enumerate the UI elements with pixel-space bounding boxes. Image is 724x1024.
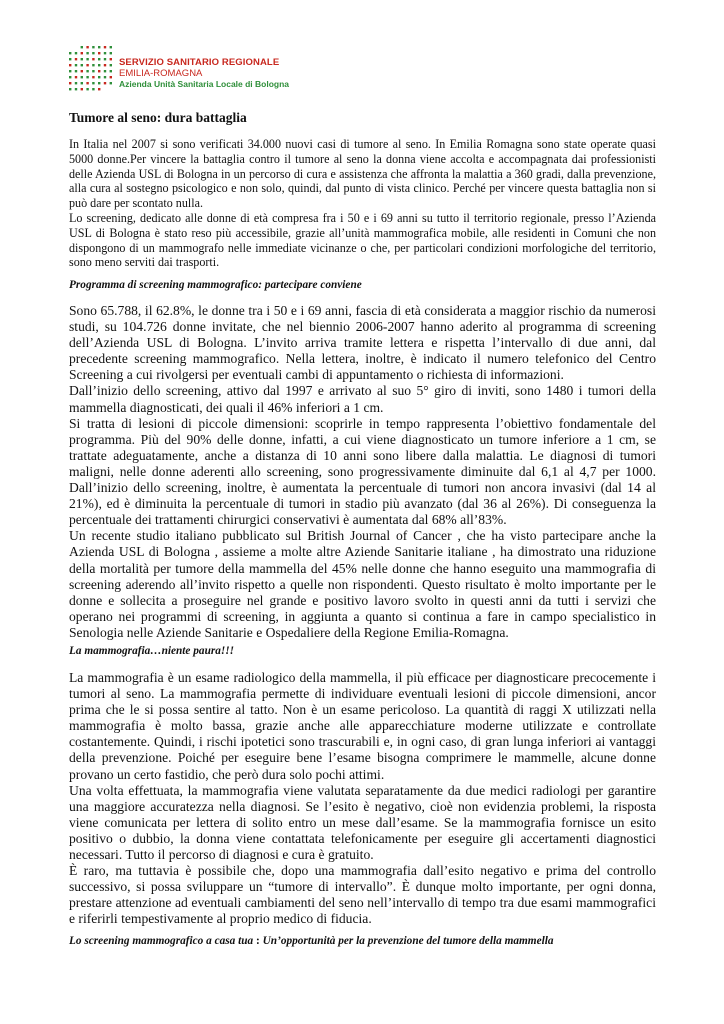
logo-dot bbox=[92, 76, 94, 78]
section-heading-mammografia: La mammografia…niente paura!!! bbox=[69, 645, 235, 657]
body-paragraph: Un recente studio italiano pubblicato sul British Journal of Cancer , che ha visto partecipare anche la Azienda USL di Bologna , assieme a molte altre Aziende Sanitarie italiane , ha dimostrato una riduzione della mortalità per tumore della mammella del 45% nelle donne che hanno eseguito una mammografia di screening aderendo all’invito rispetto a quelle non rispondenti. Questo risultato è molto importante per le donne e sollecita a proseguire nel grande e positivo lavoro svolto in questi anni da tutti i servizi che operano nei programmi di screening, in aggiunta a quanto si continua a fare in campo specialistico in Senologia nelle Aziende Sanitarie e Ospedaliere della Regione Emilia-Romagna. bbox=[69, 528, 656, 640]
logo-dot bbox=[69, 70, 71, 72]
logo-dot bbox=[86, 82, 88, 84]
heading-separator: : bbox=[253, 935, 263, 947]
logo-dot bbox=[92, 52, 94, 54]
logo-dot bbox=[69, 52, 71, 54]
logo-dot bbox=[92, 82, 94, 84]
section-screening-text bbox=[69, 303, 656, 641]
logo-dot bbox=[75, 82, 77, 84]
logo-dot bbox=[81, 52, 83, 54]
logo-dot bbox=[104, 64, 106, 66]
section-heading-screening: Programma di screening mammografico: partecipare conviene bbox=[69, 279, 362, 291]
logo-dot bbox=[69, 76, 71, 78]
intro-paragraph: Lo screening, dedicato alle donne di età compresa fra i 50 e i 69 anni su tutto il territorio regionale, presso l’Azienda USL di Bologna è stato reso più accessibile, grazie all’unità mammografica mobile, alle residenti in Comuni che non dispongono di un mammografo nelle immediate vicinanze o che, per particolari condizioni morfologiche del territorio, sono meno serviti dai trasporti. bbox=[69, 210, 656, 270]
body-paragraph: Si tratta di lesioni di piccole dimensioni: scoprirle in tempo rappresenta l’obiettivo fondamentale del programma. Più del 90% delle donne, infatti, a cui viene diagnosticato un tumore inferiore a 1 cm, se trattate adeguatamente, anche a distanza di 10 anni sono libere dalla malattia. Le diagnosi di tumori maligni, nelle donne aderenti allo screening, sono progressivamente diminuite dal 6,1 al 4,7 per 1000. Dall’inizio dello screening, inoltre, è aumentata la percentuale di tumori non ancora invasivi (dal 14 al 21%), ed è diminuita la percentuale di tumori in stadio più avanzato (dal 36 al 26%). Di conseguenza la percentuale dei trattamenti chirurgici conservativi è aumentata dal 68% all’83%. bbox=[69, 415, 656, 528]
logo-dot bbox=[81, 46, 83, 48]
logo-dot bbox=[110, 52, 112, 54]
body-paragraph: È raro, ma tuttavia è possibile che, dopo una mammografia dall’esito negativo e prima del controllo successivo, si possa sviluppare un “tumore di intervallo”. È dunque molto importante, per ogni donna, prestare attenzione ad eventuali cambiamenti del seno nell’intervallo di tempo tra due esami mammografici e riferirli tempestivamente al proprio medico di fiducia. bbox=[69, 863, 656, 927]
logo-dot bbox=[98, 58, 100, 60]
intro-paragraph: In Italia nel 2007 si sono verificati 34.000 nuovi casi di tumore al seno. In Emilia Romagna sono state operate quasi 5000 donne.Per vincere la battaglia contro il tumore al seno la donna viene accolta e accompagnata dai professionisti delle Azienda USL di Bologna in un percorso di cura e assistenza che affronta la malattia a 360 gradi, dalla prevenzione, alla cura al sostegno psicologico e non solo, quindi, dal punto di vista clinico. Perché per vincere questa battaglia non si può dare per scontato nulla. bbox=[69, 137, 656, 211]
header-text bbox=[119, 57, 289, 90]
section-mammografia-text bbox=[69, 670, 656, 928]
logo-dot bbox=[104, 46, 106, 48]
logo-dot bbox=[81, 76, 83, 78]
logo-dot bbox=[104, 76, 106, 78]
logo-dot bbox=[75, 88, 77, 90]
logo-dot bbox=[104, 82, 106, 84]
logo-dot bbox=[104, 58, 106, 60]
logo-dot bbox=[86, 70, 88, 72]
header-line-1: SERVIZIO SANITARIO REGIONALE bbox=[119, 57, 280, 68]
logo-dot bbox=[92, 64, 94, 66]
logo-dot bbox=[86, 88, 88, 90]
dot-grid-logo-icon bbox=[67, 44, 115, 94]
header-line-3: Azienda Unità Sanitaria Locale di Bologna bbox=[119, 79, 290, 89]
logo-dot bbox=[81, 70, 83, 72]
logo-dot bbox=[69, 88, 71, 90]
intro-text bbox=[69, 137, 656, 270]
page-title: Tumore al seno: dura battaglia bbox=[69, 110, 247, 125]
logo-dot bbox=[98, 64, 100, 66]
body-paragraph: Dall’inizio dello screening, attivo dal 1997 e arrivato al suo 5° giro di inviti, sono 1480 i tumori della mammella diagnosticati, dei quali il 46% inferiori a 1 cm. bbox=[69, 383, 656, 415]
logo-dot bbox=[86, 52, 88, 54]
logo-dot bbox=[92, 88, 94, 90]
logo-dot bbox=[104, 52, 106, 54]
body-paragraph: La mammografia è un esame radiologico della mammella, il più efficace per diagnosticare precocemente i tumori al seno. La mammografia permette di individuare eventuali lesioni di piccole dimensioni, ancor prima che le si possa sentire al tatto. Non è un esame pericoloso. La quantità di raggi X utilizzati nella mammografia è molto bassa, grazie anche alle apparecchiature moderne utilizzate e controllate costantemente. Quindi, i rischi ipotetici sono trascurabili e, in ogni caso, di gran lunga inferiori ai vantaggi della prevenzione. Poiché per eseguire bene l’esame bisogna comprimere le mammelle, alcune donne provano un certo fastidio, che però dura solo pochi attimi. bbox=[69, 670, 656, 782]
logo-dot bbox=[75, 52, 77, 54]
logo-dot bbox=[81, 88, 83, 90]
logo-dot bbox=[98, 76, 100, 78]
logo-dot bbox=[75, 64, 77, 66]
logo-dot bbox=[110, 76, 112, 78]
logo-dot bbox=[69, 64, 71, 66]
logo-dot bbox=[92, 58, 94, 60]
logo-dot bbox=[81, 82, 83, 84]
logo-dot bbox=[92, 70, 94, 72]
logo-dot bbox=[110, 46, 112, 48]
logo-dot bbox=[86, 76, 88, 78]
logo-dot bbox=[110, 64, 112, 66]
logo-dot bbox=[110, 70, 112, 72]
logo-dot bbox=[81, 58, 83, 60]
logo-dot bbox=[98, 46, 100, 48]
logo-dot bbox=[86, 46, 88, 48]
logo-dot bbox=[86, 64, 88, 66]
logo-dot bbox=[86, 58, 88, 60]
logo-dot bbox=[110, 82, 112, 84]
body-paragraph: Sono 65.788, il 62.8%, le donne tra i 50 e i 69 anni, fascia di età considerata a maggior rischio da numerosi studi, su 104.726 donne invitate, che nel biennio 2006-2007 hanno aderito al programma di screening dell’Azienda USL di Bologna. L’invito arriva tramite lettera e rispetta l’intervallo di due anni, dal precedente screening mammografico. Nella lettera, inoltre, è indicato il numero telefonico del Centro Screening a cui rivolgersi per eventuali cambi di appuntamento o richiesta di informazioni. bbox=[69, 303, 656, 383]
logo-dot bbox=[69, 82, 71, 84]
heading-part-2: Un’opportunità per la prevenzione del tumore della mammella bbox=[262, 935, 554, 947]
logo-dot bbox=[81, 64, 83, 66]
logo-dot bbox=[104, 70, 106, 72]
logo-dot bbox=[98, 70, 100, 72]
logo-dot bbox=[98, 52, 100, 54]
logo-dot bbox=[98, 88, 100, 90]
logo-dot bbox=[75, 70, 77, 72]
header-logo bbox=[67, 44, 327, 94]
header-line-2: EMILIA-ROMAGNA bbox=[119, 68, 203, 79]
logo-dot bbox=[75, 58, 77, 60]
heading-part-1: Lo screening mammografico a casa tua bbox=[69, 935, 254, 947]
body-paragraph: Una volta effettuata, la mammografia viene valutata separatamente da due medici radiologi per garantire una maggiore accuratezza nella diagnosi. Se l’esito è negativo, cioè non evidenzia problemi, la risposta viene comunicata per lettera di solito entro un mese dall’esame. Se la mammografia fornisce un esito positivo o dubbio, la donna viene contattata telefonicamente per eseguire gli accertamenti diagnostici necessari. Tutto il percorso di diagnosi e cura è gratuito. bbox=[69, 782, 656, 863]
logo-dot bbox=[110, 58, 112, 60]
section-heading-casa bbox=[69, 935, 554, 947]
logo-dot bbox=[69, 58, 71, 60]
logo-dot bbox=[75, 76, 77, 78]
logo-dot bbox=[98, 82, 100, 84]
logo-dot bbox=[92, 46, 94, 48]
